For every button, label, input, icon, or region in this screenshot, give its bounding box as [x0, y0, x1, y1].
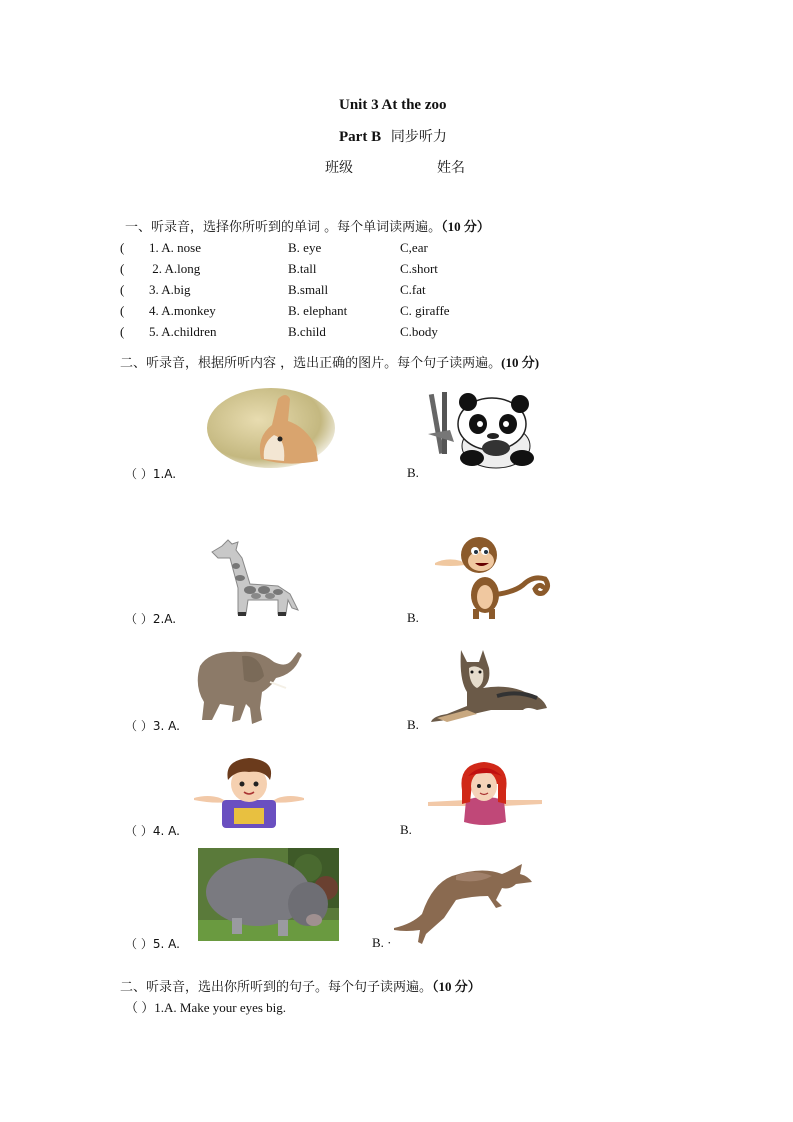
answer-blank[interactable]: ( — [120, 261, 125, 276]
option-b-label: B. — [407, 717, 419, 732]
option-c: C.body — [400, 324, 438, 339]
wolf-image[interactable] — [427, 648, 549, 726]
answer-blank[interactable]: ( — [120, 240, 125, 255]
option-a: 3. A.big — [149, 282, 191, 297]
pig-image[interactable] — [198, 848, 339, 941]
answer-blank[interactable]: ( — [120, 324, 125, 339]
panda-image[interactable] — [428, 390, 540, 470]
answer-blank[interactable]: ( — [120, 282, 125, 297]
giraffe-image[interactable] — [208, 538, 304, 618]
option-b-label: B. — [400, 822, 412, 837]
option-b-label: B. — [407, 610, 419, 625]
option-b-label: B. · — [372, 935, 392, 950]
monkey-image[interactable] — [433, 535, 553, 621]
question-label: （ ）2.A. — [125, 612, 177, 626]
option-b: B. eye — [288, 240, 322, 255]
option-c: C,ear — [400, 240, 428, 255]
section3-heading-text: 二、听录音，选出你所听到的句子。每个句子读两遍。 — [120, 980, 433, 995]
kangaroo-image[interactable] — [392, 860, 534, 946]
name-label: 姓名 — [437, 160, 465, 176]
option-b: B.tall — [288, 261, 317, 276]
question-label: （ ）1.A. — [125, 467, 177, 481]
question-label: （ ）5. A. — [125, 937, 180, 951]
option-b: B.small — [288, 282, 329, 297]
list-item — [120, 303, 216, 319]
girl-arms-out-image[interactable] — [428, 760, 542, 828]
section3-heading — [120, 976, 481, 995]
option-c: C.fat — [400, 282, 426, 297]
page-subtitle — [339, 126, 447, 146]
section2-score: (10 分) — [501, 355, 540, 370]
option-c: C.short — [400, 261, 438, 276]
answer-blank[interactable]: ( — [120, 303, 125, 318]
option-c: C. giraffe — [400, 303, 450, 318]
question-label: （ ）4. A. — [125, 824, 180, 838]
option-a: 1. A. nose — [149, 240, 201, 255]
option-b: B. elephant — [288, 303, 348, 318]
page-title: Unit 3 At the zoo — [339, 97, 447, 113]
list-item — [120, 240, 201, 256]
list-item: （ ）1.A. Make your eyes big. — [125, 1000, 287, 1015]
boy-shrugging-image[interactable] — [194, 756, 304, 828]
section1-score: （10 分） — [441, 219, 490, 234]
section2-heading — [120, 352, 539, 371]
section2-heading-text: 二、听录音，根据所听内容 ，选出正确的图片。每个句子读两遍。 — [120, 356, 502, 371]
section1-heading — [125, 216, 490, 235]
section3-score: （10 分） — [432, 979, 481, 994]
class-label: 班级 — [325, 160, 353, 176]
option-a: 5. A.children — [149, 324, 217, 339]
list-item — [120, 324, 217, 340]
list-item — [120, 282, 191, 298]
elephant-image[interactable] — [190, 646, 308, 726]
option-b-label: B. — [407, 465, 419, 480]
option-a: 4. A.monkey — [149, 303, 216, 318]
question-label: （ ）3. A. — [125, 719, 180, 733]
section1-heading-text: 一、听录音，选择你所听到的单词 。每个单词读两遍。 — [125, 220, 442, 235]
subtitle-part: Part B — [339, 129, 382, 145]
option-a: 2. A.long — [149, 261, 201, 276]
option-b: B.child — [288, 324, 326, 339]
list-item — [120, 261, 200, 277]
rabbit-image[interactable] — [206, 387, 336, 469]
subtitle-cn: 同步听力 — [390, 129, 447, 145]
